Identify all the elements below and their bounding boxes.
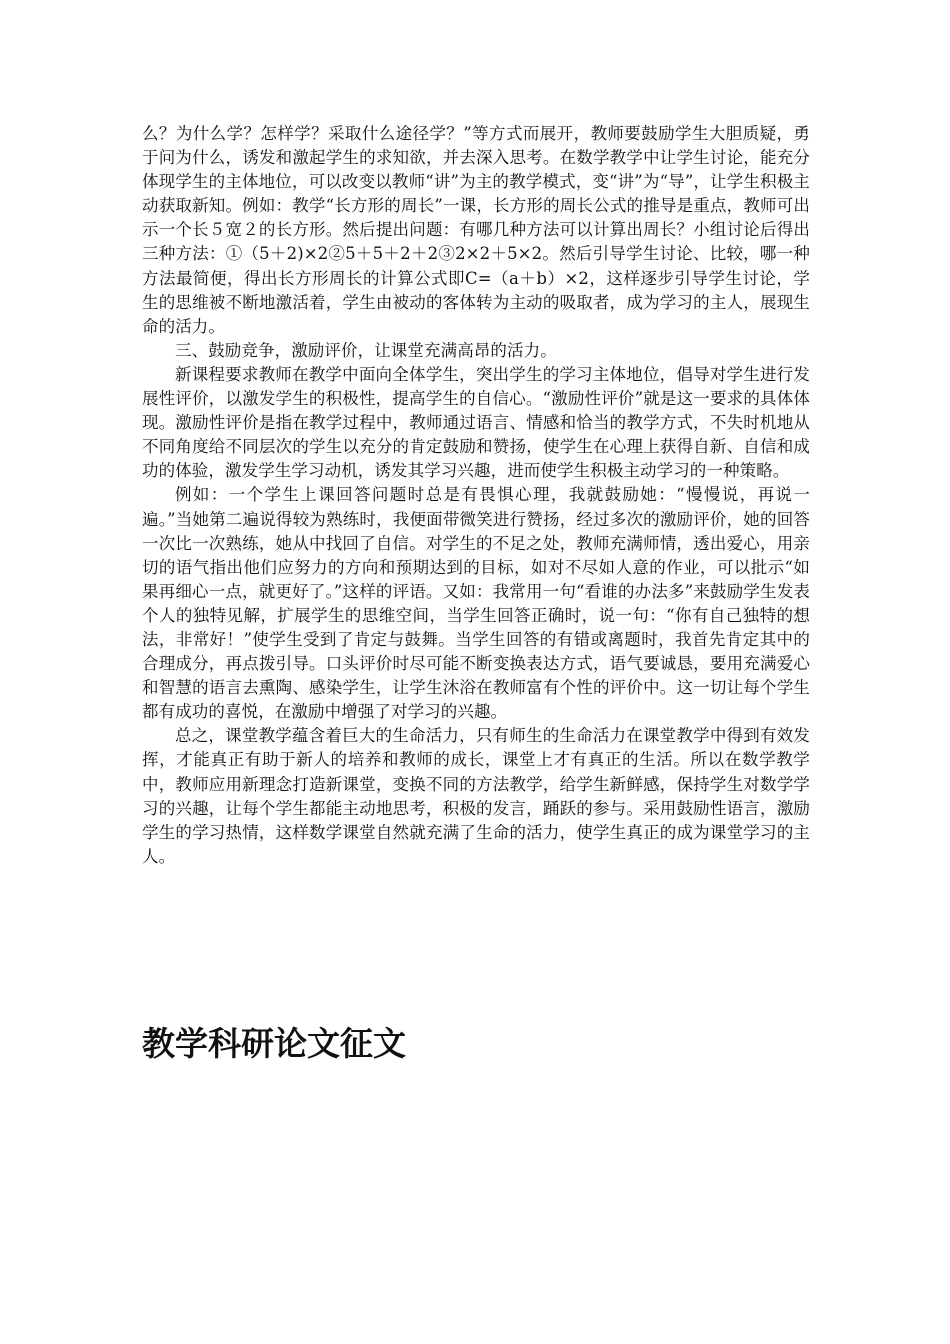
body-paragraph-example: 例如：一个学生上课回答问题时总是有畏惧心理，我就鼓励她：“慢慢说，再说一遍。”当她第二遍说得较为熟练时，我便面带微笑进行赞扬，经过多次的激励评价，她的回答一次比一次熟练，她从中找回了自信。对学生的不足之处，教师充满师情，透出爱心，用亲切的语气指出他们应努力的方向和预期达到的目标，如对不尽如人意的作业，可以批示“如果再细心一点，就更好了。”这样的评语。又如：我常用一句“看谁的办法多”来鼓励学生发表个人的独特见解，扩展学生的思维空间，当学生回答正确时，说一句：“你有自己独特的想法，非常好！”使学生受到了肯定与鼓舞。当学生回答的有错或离题时，我首先肯定其中的合理成分，再点拨引导。口头评价时尽可能不断变换表达方式，语气要诚恳，要用充满爱心和智慧的语言去熏陶、感染学生，让学生沐浴在教师富有个性的评价中。这一切让每个学生都有成功的喜悦，在激励中增强了对学习的兴趣。 [142,485,810,722]
body-paragraph-conclusion: 总之，课堂教学蕴含着巨大的生命活力，只有师生的生命活力在课堂教学中得到有效发挥，才能真正有助于新人的培养和教师的成长，课堂上才有真正的生活。所以在数学教学中，教师应用新理念打造新课堂，变换不同的方法教学，给学生新鲜感，保持学生对数学学习的兴趣，让每个学生都能主动地思考，积极的发言，踊跃的参与。采用鼓励性语言，激励学生的学习热情，这样数学课堂自然就充满了生命的活力，使学生真正的成为课堂学习的主人。 [142,726,810,866]
document-title: 教学科研论文征文 [142,1024,406,1063]
body-paragraph-continuation: 么？为什么学？怎样学？采取什么途径学？”等方式而展开，教师要鼓励学生大胆质疑，勇于问为什么，诱发和激起学生的求知欲，并去深入思考。在数学教学中让学生讨论，能充分体现学生的主体地位，可以改变以教师“讲”为主的教学模式，变“讲”为“导”，让学生积极主动获取新知。例如：教学“长方形的周长”一课，长方形的周长公式的推导是重点，教师可出示一个长５宽２的长方形。然后提出问题：有哪几种方法可以计算出周长？小组讨论后得出三种方法：①（5＋2)×2②5＋5＋2＋2③2×2＋5×2。然后引导学生讨论、比较，哪一种方法最简便，得出长方形周长的计算公式即C=（a＋b）×2，这样逐步引导学生讨论，学生的思维被不断地激活着，学生由被动的客体转为主动的吸取者，成为学习的主人，展现生命的活力。 [142,124,810,336]
section-heading-three: 三、鼓励竞争，激励评价，让课堂充满高昂的活力。 [175,340,557,360]
document-body [142,122,810,869]
body-paragraph-evaluation: 新课程要求教师在教学中面向全体学生，突出学生的学习主体地位，倡导对学生进行发展性评价，以激发学生的积极性，提高学生的自信心。“激励性评价”就是这一要求的具体体现。激励性评价是指在教学过程中，教师通过语言、情感和恰当的教学方式，不失时机地从不同角度给不同层次的学生以充分的肯定鼓励和赞扬，使学生在心理上获得自新、自信和成功的体验，激发学生学习动机，诱发其学习兴趣，进而使学生积极主动学习的一种策略。 [142,364,810,481]
